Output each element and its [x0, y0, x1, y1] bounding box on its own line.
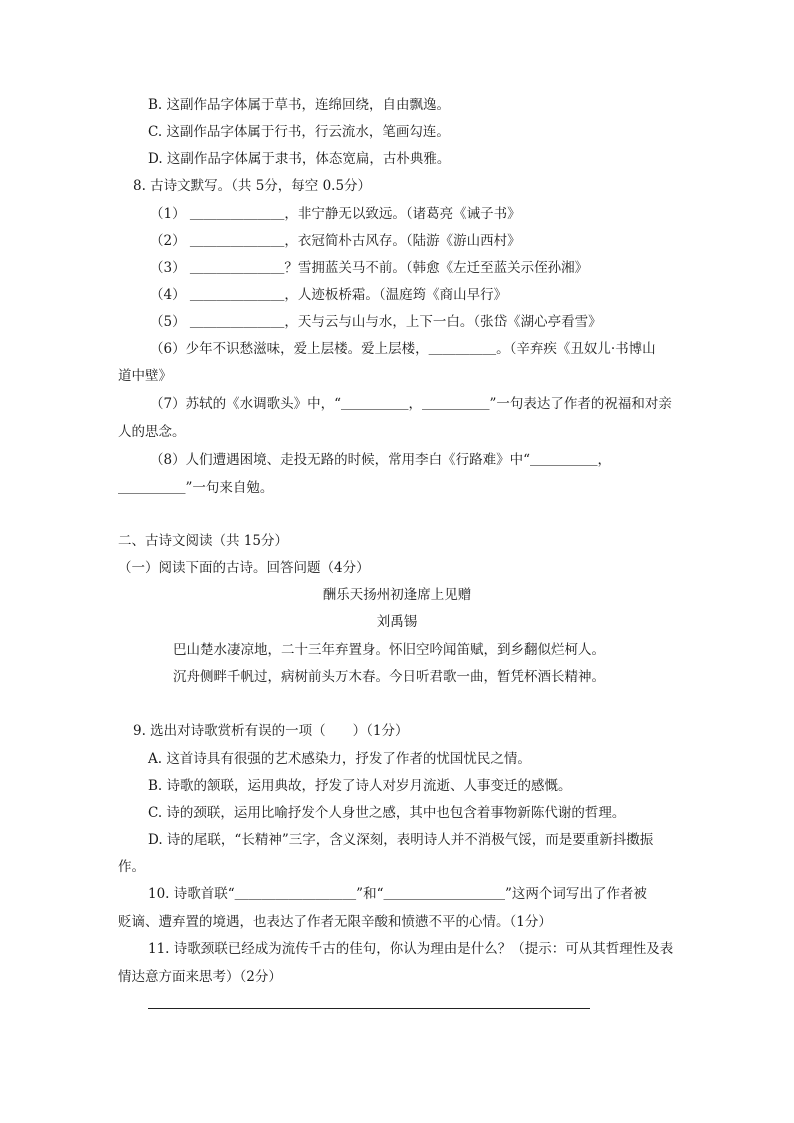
q10-line1: 10. 诗歌首联“＿＿＿＿＿＿＿＿＿”和“＿＿＿＿＿＿＿＿＿”这两个词写出了作者被 — [148, 886, 647, 902]
q7-option-b: B. 这副作品字体属于草书，连绵回绕，自由飘逸。 — [148, 97, 451, 113]
q8-item-8-line2: ＿＿＿＿＿”一句来自勉。 — [118, 480, 274, 496]
q8-item-8-line1: （8）人们遭遇困境、走投无路的时候，常用李白《行路难》中“＿＿＿＿＿， — [150, 452, 611, 468]
poem-line-1: 巴山楚水凄凉地，二十三年弃置身。怀旧空吟闻笛赋，到乡翻似烂柯人。 — [173, 642, 605, 658]
q11-line1: 11. 诗歌颈联已经成为流传千古的佳句，你认为理由是什么？（提示：可从其哲理性及表 — [148, 941, 674, 957]
poem-line-2: 沉舟侧畔千帆过，病树前头万木春。今日听君歌一曲，暂凭杯酒长精神。 — [173, 669, 605, 685]
q8-item-6-line2: 道中壁》 — [118, 368, 172, 384]
q9-option-d-line2: 作。 — [118, 859, 145, 875]
q11-line2: 情达意方面来思考）（2分） — [118, 969, 282, 985]
q9-option-d-line1: D. 诗的尾联，“长精神”三字，含义深刻，表明诗人并不消极气馁，而是要重新抖擞振 — [148, 832, 654, 848]
q8-item-7-line1: （7）苏轼的《水调歌头》中，“＿＿＿＿＿，＿＿＿＿＿”一句表达了作者的祝福和对亲 — [150, 396, 672, 412]
q8-item-3: （3） ＿＿＿＿＿＿＿？雪拥蓝关马不前。（韩愈《左迁至蓝关示侄孙湘》 — [150, 260, 589, 276]
q8-item-4: （4） ＿＿＿＿＿＿＿，人迹板桥霜。（温庭筠《商山早行》 — [150, 287, 508, 303]
q7-option-d: D. 这副作品字体属于隶书，体态宽扁，古朴典雅。 — [148, 151, 451, 167]
q8-item-6-line1: （6）少年不识愁滋味，爱上层楼。爱上层楼，＿＿＿＿＿。（辛弃疾《丑奴儿·书博山 — [150, 341, 656, 357]
q8-item-7-line2: 人的思念。 — [118, 424, 186, 440]
q8-item-2: （2） ＿＿＿＿＿＿＿，衣冠简朴古风存。（陆游《游山西村》 — [150, 233, 521, 249]
q11-answer-line[interactable] — [148, 1008, 590, 1009]
section-subheading: （一）阅读下面的古诗。回答问题（4分） — [118, 560, 370, 576]
q8-title: 8. 古诗文默写。（共 5分，每空 0.5分） — [133, 178, 372, 194]
q8-item-1: （1） ＿＿＿＿＿＿＿，非宁静无以致远。（诸葛亮《诫子书》 — [150, 206, 521, 222]
q8-item-5: （5） ＿＿＿＿＿＿＿，天与云与山与水，上下一白。（张岱《湖心亭看雪》 — [150, 314, 602, 330]
q9-option-a: A. 这首诗具有很强的艺术感染力，抒发了作者的忧国忧民之情。 — [148, 751, 531, 767]
q9-option-b: B. 诗歌的颔联，运用典故，抒发了诗人对岁月流逝、人事变迁的感慨。 — [148, 778, 572, 794]
q7-option-c: C. 这副作品字体属于行书，行云流水，笔画勾连。 — [148, 124, 450, 140]
q9-stem: 9. 选出对诗歌赏析有误的一项（ ）（1分） — [133, 723, 409, 739]
q9-option-c: C. 诗的颈联，运用比喻抒发个人身世之感，其中也包含着事物新陈代谢的哲理。 — [148, 805, 626, 821]
q10-line2: 贬谪、遭弃置的境遇，也表达了作者无限辛酸和愤懑不平的心情。（1分） — [118, 914, 552, 930]
poem-title: 酬乐天扬州初逢席上见赠 — [322, 587, 472, 603]
section-heading: 二、古诗文阅读（共 15分） — [118, 533, 288, 549]
poem-author: 刘禹锡 — [376, 614, 418, 630]
